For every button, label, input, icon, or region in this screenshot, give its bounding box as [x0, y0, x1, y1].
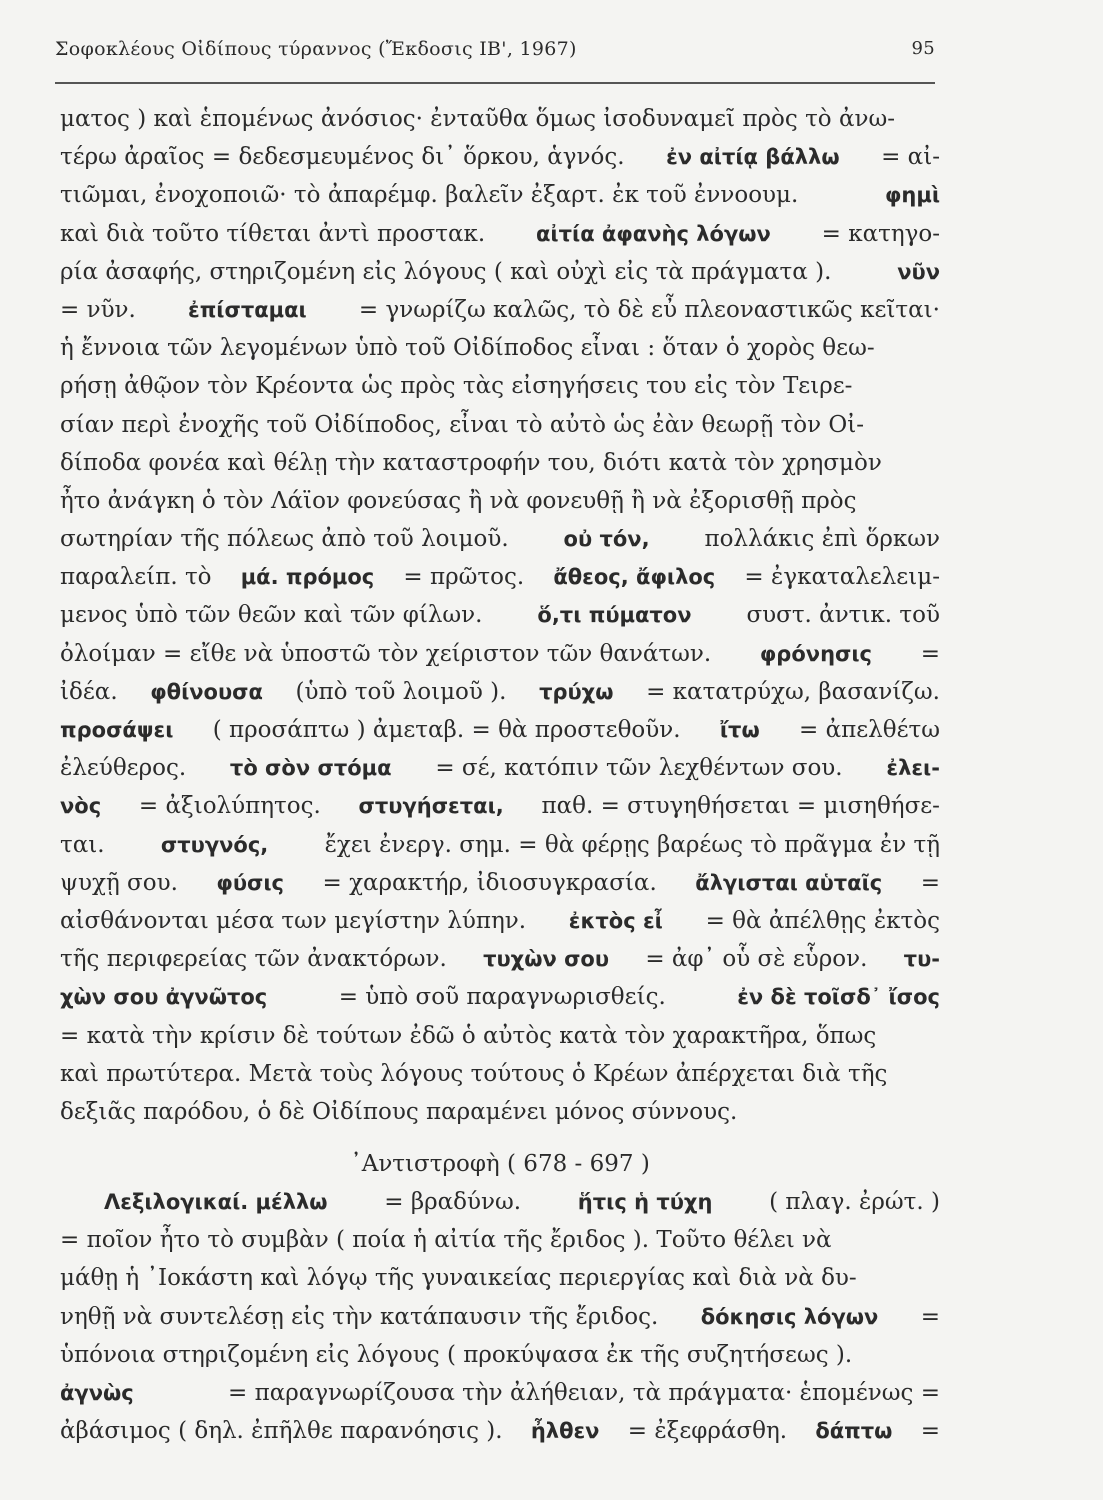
text-line	[60, 329, 940, 367]
text-segment: πολλάκις ἐπὶ ὅρκων	[704, 526, 940, 553]
bold-lemma: ἦλθεν	[530, 1419, 600, 1444]
text-segment: = ἐγκαταλελειμ-	[744, 564, 940, 591]
text-segment: ρήσῃ ἀθῷον τὸν Κρέοντα ὡς πρὸς τὰς εἰσηγήσεις του εἰς τὸν Τειρε-	[60, 373, 853, 400]
text-segment: αἰσθάνονται μέσα των μεγίστην λύπην.	[60, 907, 527, 934]
text-segment: παραλείπ. τὸ	[60, 564, 212, 591]
text-line	[60, 1259, 940, 1297]
bold-lemma: φρόνησις	[759, 641, 873, 666]
commentary-paragraph	[60, 100, 940, 1131]
text-segment: ἦτο ἀνάγκη ὁ τὸν Λάϊον φονεύσας ἢ νὰ φονευθῇ ἢ νὰ ἐξορισθῇ πρὸς	[60, 487, 857, 514]
text-segment: = αἰ-	[881, 144, 940, 171]
text-line	[60, 215, 940, 253]
text-segment: = κατατρύχω, βασανίζω.	[646, 678, 940, 705]
header-rule	[55, 82, 935, 84]
text-line	[60, 406, 940, 444]
text-segment: ὑπόνοια στηριζομένη εἰς λόγους ( προκύψασα ἐκ τῆς συζητήσεως ).	[60, 1341, 853, 1368]
text-segment: ( προσάπτω ) ἀμεταβ. = θὰ προστεθοῦν.	[212, 717, 681, 743]
bold-lemma: νὸς	[60, 794, 102, 819]
text-segment: = ἀπελθέτω	[799, 717, 940, 743]
bold-lemma: ἐκτὸς εἶ	[568, 908, 663, 933]
text-segment: ( πλαγ. ἐρώτ. )	[769, 1189, 940, 1216]
text-segment: = κατηγο-	[821, 220, 940, 247]
text-segment: ται.	[60, 831, 105, 858]
text-segment: μενος ὑπὸ τῶν θεῶν καὶ τῶν φίλων.	[60, 602, 483, 629]
text-line	[60, 176, 940, 214]
antistrophe-heading: ᾿Αντιστροφὴ ( 678 - 697 )	[350, 1151, 650, 1178]
text-segment: = ὑπὸ σοῦ παραγνωρισθείς.	[338, 984, 666, 1011]
bold-lemma: προσάψει	[60, 718, 174, 742]
page-number: 95	[911, 38, 935, 59]
text-body	[60, 100, 940, 1450]
text-line	[60, 1336, 940, 1374]
bold-lemma: ἄθεος, ἄφιλος	[553, 565, 716, 590]
text-line	[60, 367, 940, 405]
bold-lemma: ἀγνὼς	[60, 1381, 134, 1405]
text-line	[60, 1221, 940, 1259]
lexical-notes-paragraph	[60, 1183, 940, 1450]
text-segment: συστ. ἀντικ. τοῦ	[746, 602, 940, 629]
text-segment: =	[920, 640, 940, 667]
text-segment: = πρῶτος.	[403, 564, 525, 591]
bold-lemma: τρύχω	[539, 679, 614, 704]
text-line	[60, 253, 940, 291]
text-line	[60, 940, 940, 978]
text-line	[60, 596, 940, 634]
bold-lemma: φύσις	[216, 870, 284, 895]
text-segment: = κατὰ τὴν κρίσιν δὲ τούτων ἐδῶ ὁ αὐτὸς κατὰ τὸν χαρακτῆρα, ὅπως	[60, 1022, 877, 1049]
text-segment: ἐλεύθερος.	[60, 755, 187, 782]
text-segment: =	[920, 869, 940, 896]
bold-lemma: ἴτω	[719, 718, 760, 742]
text-line	[60, 1183, 940, 1221]
text-segment: ἔχει ἐνεργ. σημ. = θὰ φέρῃς βαρέως τὸ πρᾶγμα ἐν τῇ	[324, 831, 940, 858]
text-line	[60, 138, 940, 176]
text-segment: τῆς περιφερείας τῶν ἀνακτόρων.	[60, 946, 447, 973]
bold-lemma: χὼν σου ἀγνῶτος	[60, 985, 268, 1010]
text-segment: νηθῇ νὰ συντελέσῃ εἰς τὴν κατάπαυσιν τῆς ἔριδος.	[60, 1303, 659, 1330]
text-segment: (ὑπὸ τοῦ λοιμοῦ ).	[295, 678, 507, 705]
bold-lemma: φθίνουσα	[150, 679, 263, 704]
text-segment: ἰδέα.	[60, 678, 118, 705]
bold-lemma: ὅ,τι πύματον	[537, 603, 692, 628]
text-segment: = ποῖον ἦτο τὸ συμβὰν ( ποία ἡ αἰτία τῆς ἔριδος ). Τοῦτο θέλει νὰ	[60, 1227, 832, 1254]
text-line	[60, 100, 940, 138]
text-segment: = σέ, κατόπιν τῶν λεχθέντων σου.	[435, 755, 843, 782]
text-line	[60, 1093, 940, 1131]
bold-lemma: δάπτω	[815, 1419, 893, 1444]
bold-lemma: τυ-	[903, 947, 940, 972]
bold-lemma: ἥτις ἡ τύχη	[577, 1190, 713, 1215]
text-line	[60, 1055, 940, 1093]
text-segment: σίαν περὶ ἐνοχῆς τοῦ Οἰδίποδος, εἶναι τὸ αὐτὸ ὡς ἐὰν θεωρῇ τὸν Οἰ-	[60, 411, 865, 438]
text-line	[60, 635, 940, 673]
text-segment: = θὰ ἀπέλθῃς ἐκτὸς	[705, 907, 940, 934]
bold-lemma: Λεξιλογικαί. μέλλω	[104, 1190, 328, 1215]
text-segment: ματος ) καὶ ἑπομένως ἀνόσιος· ἐνταῦθα ὅμως ἰσοδυναμεῖ πρὸς τὸ ἀνω-	[60, 106, 895, 132]
text-segment: ὀλοίμαν = εἴθε νὰ ὑποστῶ τὸν χείριστον τῶν θανάτων.	[60, 640, 712, 667]
text-segment: ψυχῇ σου.	[60, 869, 178, 896]
bold-lemma: οὐ τόν,	[563, 527, 650, 552]
text-segment: παθ. = στυγηθήσεται = μισηθήσε-	[541, 793, 940, 820]
text-segment: δεξιᾶς παρόδου, ὁ δὲ Οἰδίπους παραμένει μόνος σύννους.	[60, 1098, 738, 1125]
bold-lemma: νῦν	[897, 259, 940, 284]
text-segment: σωτηρίαν τῆς πόλεως ἀπὸ τοῦ λοιμοῦ.	[60, 526, 509, 553]
bold-lemma: μά. πρόμος	[240, 565, 375, 590]
text-segment: = ἀφ᾽ οὗ σὲ εὗρον.	[645, 946, 868, 973]
bold-lemma: ἄλγισται αὑταῖς	[695, 870, 883, 895]
text-segment: = γνωρίζω καλῶς, τὸ δὲ εὖ πλεοναστικῶς κεῖται·	[358, 296, 940, 323]
bold-lemma: στυγνός,	[160, 832, 269, 857]
section-heading	[60, 1131, 940, 1183]
text-segment: δίποδα φονέα καὶ θέλῃ τὴν καταστροφήν του, διότι κατὰ τὸν χρησμὸν	[60, 449, 882, 476]
text-segment: καὶ πρωτύτερα. Μετὰ τοὺς λόγους τούτους ὁ Κρέων ἀπέρχεται διὰ τῆς	[60, 1060, 888, 1087]
text-line	[60, 444, 940, 482]
text-segment: τιῶμαι, ἐνοχοποιῶ· τὸ ἀπαρέμφ. βαλεῖν ἐξαρτ. ἐκ τοῦ ἐννοουμ.	[60, 182, 799, 209]
text-line	[60, 1017, 940, 1055]
text-line	[60, 1298, 940, 1336]
text-line	[60, 826, 940, 864]
text-line	[60, 558, 940, 596]
text-line	[60, 978, 940, 1016]
text-segment: ἀβάσιμος ( δηλ. ἐπῆλθε παρανόησις ).	[60, 1418, 503, 1445]
text-segment: = παραγνωρίζουσα τὴν ἀλήθειαν, τὰ πράγματα· ἑπομένως =	[228, 1380, 940, 1406]
bold-lemma: ἐλει-	[886, 756, 940, 781]
text-line	[60, 864, 940, 902]
text-line	[60, 673, 940, 711]
text-segment: καὶ διὰ τοῦτο τίθεται ἀντὶ προστακ.	[60, 220, 486, 247]
text-segment: = νῦν.	[60, 296, 136, 323]
text-line	[60, 1412, 940, 1450]
bold-lemma: ἐν δὲ τοῖσδ᾽ ἴσος	[737, 985, 940, 1010]
text-line	[60, 787, 940, 825]
text-line	[60, 749, 940, 787]
bold-lemma: δόκησις λόγων	[700, 1304, 879, 1329]
text-line	[60, 520, 940, 558]
text-segment: =	[920, 1418, 940, 1445]
text-segment: ἡ ἔννοια τῶν λεγομένων ὑπὸ τοῦ Οἰδίποδος εἶναι : ὅταν ὁ χορὸς θεω-	[60, 335, 875, 362]
text-line	[60, 902, 940, 940]
bold-lemma: τυχὼν σου	[483, 947, 610, 972]
text-segment: = ἀξιολύπητος.	[138, 793, 321, 820]
text-segment: = ἐξεφράσθη.	[627, 1418, 788, 1445]
text-line	[60, 482, 940, 520]
text-segment: = χαρακτήρ, ἰδιοσυγκρασία.	[322, 869, 657, 896]
bold-lemma: στυγήσεται,	[358, 794, 504, 819]
text-segment: τέρω ἀραῖος = δεδεσμευμένος δι᾽ ὅρκου, ἁγνός.	[60, 144, 625, 171]
bold-lemma: ἐπίσταμαι	[188, 297, 307, 322]
text-line	[60, 711, 940, 749]
text-segment: ρία ἀσαφής, στηριζομένη εἰς λόγους ( καὶ οὐχὶ εἰς τὰ πράγματα ).	[60, 258, 832, 285]
text-line	[60, 291, 940, 329]
bold-lemma: τὸ σὸν στόμα	[229, 756, 392, 781]
text-segment: μάθῃ ἡ ᾿Ιοκάστη καὶ λόγῳ τῆς γυναικείας περιεργίας καὶ διὰ νὰ δυ-	[60, 1265, 857, 1292]
text-line	[60, 1374, 940, 1412]
bold-lemma: ἐν αἰτίᾳ βάλλω	[666, 145, 840, 170]
bold-lemma: αἰτία ἀφανὴς λόγων	[536, 221, 771, 246]
text-segment: = βραδύνω.	[384, 1189, 522, 1216]
running-title: Σοφοκλέους Οἰδίπους τύραννος (Ἔκδοσις ΙΒ', 1967)	[55, 38, 577, 60]
bold-lemma: φημὶ	[884, 183, 940, 208]
text-segment: =	[920, 1303, 940, 1330]
